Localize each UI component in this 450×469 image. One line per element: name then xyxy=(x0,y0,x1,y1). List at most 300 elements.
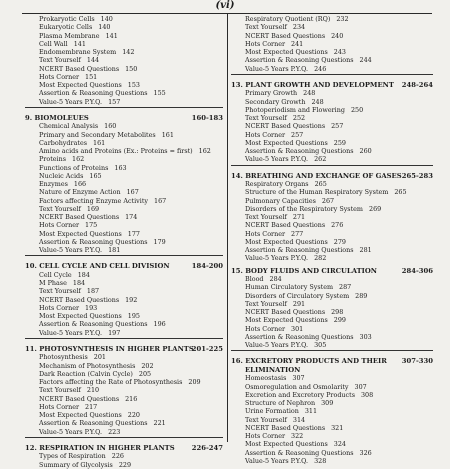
toc-entry-title: Hots Corner xyxy=(39,72,80,81)
toc-entry-page: 246 xyxy=(314,64,327,73)
toc-entry-page: 282 xyxy=(314,254,327,263)
toc-entry xyxy=(25,246,223,254)
toc-entry-title: Nucleic Acids xyxy=(39,171,84,180)
toc-entry xyxy=(25,271,223,279)
toc-entry-title: Osmoregulation and Osmolarity xyxy=(245,382,349,391)
chapter-heading xyxy=(25,114,223,123)
toc-entry-title: M Phase xyxy=(39,279,67,287)
toc-entry xyxy=(231,432,433,440)
toc-entry-title: NCERT Based Questions xyxy=(39,295,120,304)
toc-entry-page: 309 xyxy=(321,399,334,407)
toc-entry-title: Text Yourself xyxy=(39,386,81,395)
toc-entry-title: Most Expected Questions xyxy=(39,312,122,320)
toc-entry-page: 210 xyxy=(86,386,100,395)
toc-entry xyxy=(231,383,433,391)
toc-entry-title: Text Yourself xyxy=(245,114,287,122)
toc-entry-title: Secondary Growth xyxy=(245,97,306,106)
toc-entry xyxy=(231,333,433,341)
toc-entry-page: 298 xyxy=(331,308,344,316)
toc-entry-title: Assertion & Reasoning Questions xyxy=(39,237,148,246)
toc-entry xyxy=(231,221,433,229)
chapter-heading xyxy=(231,267,433,276)
toc-entry-title: NCERT Based Questions xyxy=(245,423,326,432)
toc-entry-title: Assertion & Reasoning Questions xyxy=(245,56,354,65)
toc-entry-title: Functions of Proteins xyxy=(39,163,109,172)
toc-entry-title: Most Expected Questions xyxy=(245,237,328,246)
toc-entry-page: 307 xyxy=(354,382,367,391)
toc-entry xyxy=(25,56,223,64)
toc-entry-title: Text Yourself xyxy=(39,204,81,213)
toc-entry xyxy=(231,416,433,424)
toc-entry-page: 220 xyxy=(127,411,140,419)
toc-entry-title: Assertion & Reasoning Questions xyxy=(39,320,148,329)
chapter-page-range: 160-183 xyxy=(191,113,223,122)
toc-entry xyxy=(25,48,223,56)
toc-entry-title: Text Yourself xyxy=(245,213,287,221)
toc-entry xyxy=(25,81,223,89)
toc-entry-title: Hots Corner xyxy=(245,130,286,139)
toc-entry-title: Most Expected Questions xyxy=(39,229,122,238)
toc-left-column xyxy=(25,15,223,469)
toc-entry-title: Eukaryotic Cells xyxy=(39,23,93,32)
toc-entry xyxy=(25,131,223,139)
toc-entry-page: 321 xyxy=(331,423,344,432)
toc-entry-title: Value-5 Years P.Y.Q. xyxy=(245,341,309,349)
toc-entry xyxy=(231,300,433,308)
toc-entry xyxy=(231,246,433,254)
toc-entry xyxy=(231,213,433,221)
toc-entry xyxy=(231,98,433,106)
toc-entry xyxy=(25,65,223,73)
toc-entry-page: 324 xyxy=(333,440,346,449)
toc-entry-title: Structure of Nephron xyxy=(245,399,316,407)
toc-entry-title: Human Circulatory System xyxy=(245,283,334,292)
toc-entry-title: Cell Wall xyxy=(39,39,68,48)
toc-entry xyxy=(25,378,223,386)
toc-entry-page: 281 xyxy=(359,246,372,254)
toc-entry-page: 301 xyxy=(291,324,304,333)
toc-entry-page: 175 xyxy=(85,221,98,230)
toc-entry-page: 248 xyxy=(303,89,316,98)
toc-entry xyxy=(231,254,433,262)
toc-entry-title: Hots Corner xyxy=(39,221,80,230)
toc-entry-title: Blood xyxy=(245,275,264,283)
toc-entry-title: Hots Corner xyxy=(245,432,286,440)
toc-entry-title: Most Expected Questions xyxy=(245,138,328,147)
toc-entry xyxy=(231,292,433,300)
toc-entry-page: 165 xyxy=(89,171,102,180)
toc-entry xyxy=(231,391,433,399)
toc-entry-page: 305 xyxy=(314,341,327,349)
toc-entry xyxy=(25,23,223,31)
toc-entry xyxy=(231,40,433,48)
toc-entry-title: NCERT Based Questions xyxy=(39,213,120,221)
toc-entry-page: 167 xyxy=(126,188,139,197)
toc-entry xyxy=(25,403,223,411)
toc-entry-page: 187 xyxy=(86,287,100,296)
toc-entry-title: Most Expected Questions xyxy=(39,411,122,419)
toc-entry-title: Factors affecting Enzyme Activity xyxy=(39,196,149,205)
toc-entry-title: Most Expected Questions xyxy=(245,316,328,325)
toc-entry-page: 174 xyxy=(125,213,138,221)
toc-entry-title: Pulmonary Capacities xyxy=(245,196,316,205)
toc-entry-page: 243 xyxy=(333,48,346,56)
toc-entry-page: 259 xyxy=(333,138,346,147)
toc-entry-page: 257 xyxy=(291,130,304,139)
toc-entry-page: 184 xyxy=(72,279,86,287)
toc-entry-page: 150 xyxy=(125,64,138,73)
toc-entry xyxy=(231,139,433,147)
toc-entry-page: 181 xyxy=(108,246,121,254)
toc-entry-page: 271 xyxy=(292,213,306,221)
chapter-separator xyxy=(231,350,433,353)
toc-entry xyxy=(25,395,223,403)
toc-entry xyxy=(231,283,433,291)
toc-entry xyxy=(231,424,433,432)
toc-entry-page: 240 xyxy=(331,31,344,40)
toc-entry xyxy=(231,308,433,316)
toc-entry xyxy=(231,15,433,23)
toc-entry-page: 234 xyxy=(292,23,306,32)
toc-entry-page: 157 xyxy=(108,97,121,106)
chapter-title: 12. RESPIRATION IN HIGHER PLANTS xyxy=(25,443,175,452)
chapter-separator xyxy=(25,107,223,110)
toc-entry-title: Structure of the Human Respiratory System xyxy=(245,188,389,197)
chapter-title: 10. CELL CYCLE AND CELL DIVISION xyxy=(25,262,170,271)
toc-entry-page: 179 xyxy=(153,237,166,246)
toc-entry-page: 229 xyxy=(118,460,132,469)
chapter-separator xyxy=(231,165,433,168)
toc-entry-title: Value-5 Years P.Y.Q. xyxy=(39,246,103,254)
toc-entry xyxy=(25,147,223,155)
toc-entry-title: Nature of Enzyme Action xyxy=(39,188,121,197)
chapter-title: 11. PHOTOSYNTHESIS IN HIGHER PLANTS xyxy=(25,344,194,353)
toc-entry-title: NCERT Based Questions xyxy=(245,308,326,316)
toc-entry xyxy=(25,386,223,394)
toc-entry-page: 195 xyxy=(127,312,140,320)
toc-entry-title: Primary and Secondary Metabolites xyxy=(39,130,156,139)
toc-entry-page: 250 xyxy=(350,105,364,114)
toc-entry-page: 326 xyxy=(359,448,372,457)
toc-entry-page: 193 xyxy=(85,303,98,312)
toc-entry-page: 153 xyxy=(127,81,140,89)
toc-entry-page: 328 xyxy=(314,456,327,465)
toc-entry-page: 262 xyxy=(314,155,327,164)
chapter-page-range: 284-306 xyxy=(401,266,433,275)
toc-entry xyxy=(231,48,433,56)
chapter-heading xyxy=(25,345,223,354)
toc-entry xyxy=(231,155,433,163)
toc-entry xyxy=(25,188,223,196)
toc-entry xyxy=(231,122,433,130)
toc-entry-page: 252 xyxy=(292,114,306,122)
chapter-title: 15. BODY FLUIDS AND CIRCULATION xyxy=(231,266,377,275)
chapter-separator xyxy=(25,255,223,258)
toc-entry xyxy=(25,180,223,188)
toc-entry-page: 277 xyxy=(291,229,304,238)
toc-entry-page: 141 xyxy=(105,31,118,40)
toc-entry-title: Dark Reaction (Calvin Cycle) xyxy=(39,369,133,378)
toc-entry-page: 202 xyxy=(141,361,154,370)
toc-entry-page: 162 xyxy=(72,155,85,164)
toc-entry-page: 308 xyxy=(360,390,374,399)
toc-entry xyxy=(231,65,433,73)
toc-entry-page: 299 xyxy=(333,316,346,325)
toc-entry-title: Amino acids and Proteins (Ex.: Proteins = first) xyxy=(39,147,193,155)
toc-entry-title: Primary Growth xyxy=(245,89,298,98)
toc-entry xyxy=(231,399,433,407)
toc-entry xyxy=(25,122,223,130)
toc-entry-page: 151 xyxy=(85,72,98,81)
toc-entry-title: Summary of Glycolysis xyxy=(39,460,113,469)
toc-entry-page: 314 xyxy=(292,415,306,424)
toc-entry-title: Value-5 Years P.Y.Q. xyxy=(245,155,309,164)
toc-entry-title: Hots Corner xyxy=(245,324,286,333)
toc-entry-title: Assertion & Reasoning Questions xyxy=(39,89,148,98)
toc-entry xyxy=(25,172,223,180)
toc-entry xyxy=(25,213,223,221)
toc-entry xyxy=(25,419,223,427)
toc-entry-page: 169 xyxy=(86,204,100,213)
toc-entry-page: 265 xyxy=(314,180,327,188)
chapter-separator xyxy=(25,437,223,440)
toc-entry xyxy=(231,56,433,64)
toc-entry-page: 197 xyxy=(108,328,121,337)
toc-entry xyxy=(231,275,433,283)
toc-entry xyxy=(231,457,433,465)
toc-entry xyxy=(231,374,433,382)
toc-entry xyxy=(231,131,433,139)
toc-entry-title: Assertion & Reasoning Questions xyxy=(39,419,148,428)
toc-entry xyxy=(231,114,433,122)
toc-entry xyxy=(231,89,433,97)
toc-entry-title: Endomembrane System xyxy=(39,48,117,56)
toc-entry-title: Hots Corner xyxy=(245,229,286,238)
toc-entry xyxy=(25,312,223,320)
toc-entry-title: Most Expected Questions xyxy=(245,48,328,56)
toc-entry-title: Assertion & Reasoning Questions xyxy=(245,332,354,341)
toc-entry xyxy=(231,188,433,196)
chapter-heading xyxy=(25,262,223,271)
toc-entry-title: Value-5 Years P.Y.Q. xyxy=(245,456,309,465)
chapter-page-range: 307-330 xyxy=(401,357,433,366)
toc-entry-page: 196 xyxy=(153,320,166,329)
toc-entry-page: 160 xyxy=(104,122,117,131)
toc-entry-title: Factors affecting the Rate of Photosynthesis xyxy=(39,378,183,386)
toc-entry xyxy=(25,320,223,328)
chapter-title-continued: ELIMINATION xyxy=(245,365,301,374)
toc-entry-page: 289 xyxy=(355,291,368,300)
toc-entry xyxy=(25,329,223,337)
toc-entry-title: Plasma Membrane xyxy=(39,31,100,40)
toc-entry-page: 177 xyxy=(127,229,140,238)
chapter-heading xyxy=(231,357,433,366)
toc-entry xyxy=(231,325,433,333)
toc-entry xyxy=(25,353,223,361)
toc-entry xyxy=(231,205,433,213)
toc-entry-title: Assertion & Reasoning Questions xyxy=(245,147,354,155)
toc-entry-title: Photosynthesis xyxy=(39,353,88,362)
chapter-heading xyxy=(25,444,223,453)
chapter-page-range: 248-264 xyxy=(401,80,433,89)
toc-entry-title: Cell Cycle xyxy=(39,270,72,279)
toc-entry-title: Value-5 Years P.Y.Q. xyxy=(245,254,309,263)
toc-right-column xyxy=(231,15,433,465)
toc-entry xyxy=(231,407,433,415)
toc-entry xyxy=(231,106,433,114)
toc-entry xyxy=(25,428,223,436)
chapter-title: 9. BIOMOLEUES xyxy=(25,113,89,122)
toc-entry-page: 241 xyxy=(291,39,304,48)
toc-entry-title: Disorders of Circulatory System xyxy=(245,291,350,300)
toc-entry-page: 260 xyxy=(359,147,372,155)
toc-entry-page: 142 xyxy=(122,48,135,56)
toc-entry-title: Disorders of the Respiratory System xyxy=(245,204,363,213)
toc-entry-title: Value-5 Years P.Y.Q. xyxy=(39,328,103,337)
toc-entry-page: 311 xyxy=(304,407,318,416)
toc-entry-title: Mechanism of Photosynthesis xyxy=(39,361,136,370)
toc-entry xyxy=(25,40,223,48)
toc-entry xyxy=(25,221,223,229)
toc-entry-page: 279 xyxy=(333,237,346,246)
toc-entry-title: Chemical Analysis xyxy=(39,122,99,131)
toc-entry xyxy=(25,296,223,304)
toc-entry-page: 287 xyxy=(339,283,352,292)
toc-entry-page: 267 xyxy=(321,196,335,205)
toc-entry-title: Homeostasis xyxy=(245,374,287,383)
toc-entry-page: 141 xyxy=(73,39,86,48)
toc-entry-page: 244 xyxy=(359,56,372,65)
chapter-separator xyxy=(25,338,223,341)
toc-entry-page: 161 xyxy=(93,138,106,147)
toc-entry xyxy=(25,197,223,205)
toc-entry-page: 205 xyxy=(138,369,152,378)
toc-entry-page: 248 xyxy=(311,97,324,106)
column-divider xyxy=(227,14,228,442)
toc-entry-title: Photoperiodism and Flowering xyxy=(245,105,345,114)
toc-entry-title: Assertion & Reasoning Questions xyxy=(245,448,354,457)
chapter-title: 13. PLANT GROWTH AND DEVELOPMENT xyxy=(231,80,394,89)
toc-entry xyxy=(25,238,223,246)
toc-entry-title: Value-5 Years P.Y.Q. xyxy=(245,64,309,73)
toc-entry-title: Most Expected Questions xyxy=(39,81,122,89)
toc-entry-title: Hots Corner xyxy=(245,39,286,48)
toc-entry xyxy=(25,461,223,469)
toc-entry xyxy=(25,139,223,147)
toc-entry-page: 192 xyxy=(125,295,138,304)
toc-entry-page: 163 xyxy=(114,163,127,172)
chapter-page-range: 226-247 xyxy=(191,443,223,452)
toc-entry-page: 276 xyxy=(331,221,344,230)
toc-entry xyxy=(25,155,223,163)
toc-entry-title: Assertion & Reasoning Questions xyxy=(245,246,354,254)
chapter-title: 16. EXCRETORY PRODUCTS AND THEIR xyxy=(231,357,387,366)
toc-entry-page: 217 xyxy=(85,402,98,411)
page-number: (vi) xyxy=(215,0,235,11)
toc-entry-page: 291 xyxy=(292,299,306,308)
toc-entry-title: Carbohydrates xyxy=(39,138,88,147)
toc-entry-page: 307 xyxy=(292,374,305,383)
toc-entry-page: 265 xyxy=(394,188,407,197)
toc-entry-title: NCERT Based Questions xyxy=(39,394,120,403)
toc-entry-page: 284 xyxy=(269,275,282,283)
toc-entry xyxy=(25,411,223,419)
toc-entry xyxy=(25,73,223,81)
toc-entry-title: NCERT Based Questions xyxy=(245,31,326,40)
toc-entry-page: 221 xyxy=(153,419,166,428)
toc-entry-title: NCERT Based Questions xyxy=(39,64,120,73)
toc-entry xyxy=(231,180,433,188)
toc-entry-page: 161 xyxy=(161,130,174,139)
toc-entry xyxy=(25,32,223,40)
toc-entry-page: 140 xyxy=(98,23,111,32)
toc-entry xyxy=(25,15,223,23)
toc-entry-title: Text Yourself xyxy=(39,287,81,296)
toc-entry-title: Excretion and Excretory Products xyxy=(245,390,355,399)
chapter-heading xyxy=(231,81,433,90)
toc-entry-page: 155 xyxy=(153,89,166,98)
toc-entry xyxy=(25,98,223,106)
chapter-heading xyxy=(231,172,433,181)
toc-entry-title: Types of Respiration xyxy=(39,452,106,461)
toc-entry-title: Enzymes xyxy=(39,180,68,188)
toc-entry xyxy=(25,89,223,97)
toc-entry-page: 216 xyxy=(125,394,138,403)
toc-entry xyxy=(25,205,223,213)
toc-entry-page: 322 xyxy=(291,432,304,440)
toc-entry-title: Hots Corner xyxy=(39,402,80,411)
toc-entry-page: 167 xyxy=(154,196,167,205)
toc-entry xyxy=(25,164,223,172)
toc-entry-page: 223 xyxy=(108,427,121,436)
chapter-title: 14. BREATHING AND EXCHANGE OF GASES xyxy=(231,171,402,180)
toc-entry-page: 232 xyxy=(336,15,349,23)
toc-entry-page: 303 xyxy=(359,332,372,341)
toc-entry-title: Prokaryotic Cells xyxy=(39,15,95,23)
toc-entry-title: Text Yourself xyxy=(245,23,287,32)
toc-entry-title: Most Expected Questions xyxy=(245,440,328,449)
toc-entry xyxy=(25,287,223,295)
toc-entry-title: Text Yourself xyxy=(39,56,81,65)
toc-entry xyxy=(231,32,433,40)
toc-entry-page: 144 xyxy=(86,56,100,65)
toc-entry xyxy=(231,197,433,205)
toc-entry-page: 184 xyxy=(77,270,90,279)
toc-entry-page: 226 xyxy=(111,452,124,461)
toc-entry xyxy=(231,341,433,349)
toc-entry-page: 201 xyxy=(93,353,106,362)
toc-entry-title: Hots Corner xyxy=(39,303,80,312)
toc-entry-title: Respiratory Organs xyxy=(245,180,309,188)
toc-entry-title: Proteins xyxy=(39,155,66,164)
toc-entry-title: NCERT Based Questions xyxy=(245,221,326,230)
chapter-page-range: 184-200 xyxy=(191,262,223,271)
toc-entry xyxy=(25,370,223,378)
toc-entry-title: Value-5 Years P.Y.Q. xyxy=(39,97,103,106)
toc-entry xyxy=(231,316,433,324)
toc-entry-title: Respiratory Quotient (RQ) xyxy=(245,15,331,23)
chapter-page-range: 265-283 xyxy=(401,171,433,180)
toc-entry-title: Text Yourself xyxy=(245,415,287,424)
toc-entry-title: Text Yourself xyxy=(245,299,287,308)
toc-entry-page: 209 xyxy=(188,378,201,386)
toc-entry-page: 166 xyxy=(73,180,87,188)
toc-entry-page: 269 xyxy=(369,204,382,213)
toc-entry xyxy=(25,304,223,312)
toc-entry xyxy=(25,452,223,460)
toc-entry xyxy=(231,23,433,31)
toc-entry xyxy=(25,362,223,370)
